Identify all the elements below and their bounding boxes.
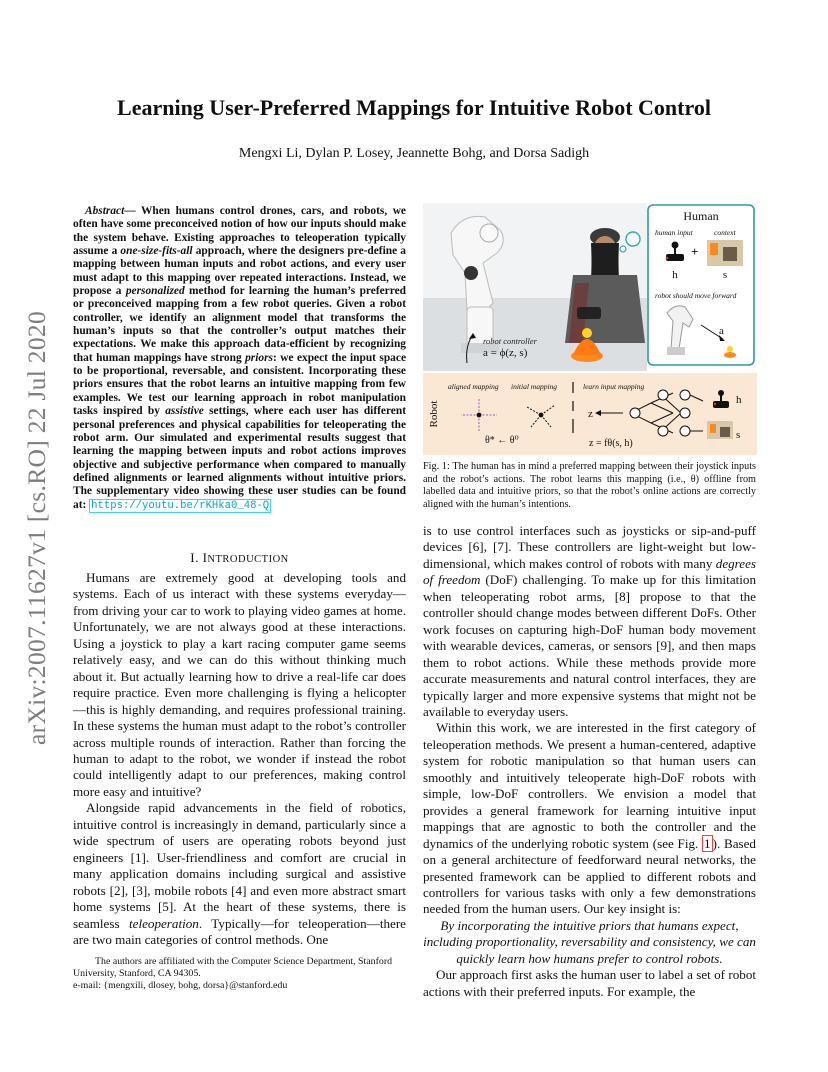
svg-text:learn input mapping: learn input mapping: [583, 382, 645, 391]
svg-text:s: s: [722, 269, 728, 281]
svg-text:initial mapping: initial mapping: [511, 382, 558, 391]
svg-text:robot should move forward: robot should move forward: [655, 291, 737, 300]
paragraph: Within this work, we are interested in the first category of teleoperation methods. We present a human-centered, adaptive system for robotic manipulation so that human users can smoothly and intuitively teleoperate high-DoF robots with simple, low-DoF controllers. We envision a model that provides a general framework for learning intuitive input mappings that are agnostic to both the controller and the dynamics of the underlying robotic system (see Fig. 1 ). Based on a general architecture of feedforward neural networks, the presented framework can be applied to different robots and controllers for various tasks with only a few demonstrations needed from the human users. Our key insight is:: [423, 720, 756, 917]
key-insight: By incorporating the intuitive priors that humans expect, including proportionality, reversability and consistency, we can quickly learn how humans prefer to control robots.: [423, 917, 756, 966]
abstract: Abstract— When humans control drones, cars, and robots, we often have some preconceived notion of how our inputs should make the system behave. Existing approaches to teleoperation typically assume a one-size-fits-all approach, where the designers pre-define a mapping between human inputs and robot actions, and every user must adapt to this mapping over repeated interactions. Instead, we propose a personalized method for learning the human’s preferred or preconceived mapping from a few robot queries. Given a robot controller, we identify an alignment model that transforms the human’s inputs so that the controller’s output matches their expectations. We make this approach data-efficient by recognizing that human mappings have strong priors: we expect the input space to be proportional, reversable, and consistent. Incorporating these priors ensures that the robot learns an intuitive mapping from few examples. We test our learning approach in robot manipulation tasks inspired by assistive settings, where each user has different personal preferences and physical capabilities for teleoperating the robot arm. Our simulated and experimental results suggest that learning the mapping between inputs and robot actions improves objective and subjective performance when compared to manually defined alignments or learned alignments without intuitive priors. The supplementary video showing these user studies can be found at: https://youtu.be/rKHka0_48-Q: [73, 205, 406, 512]
intro-left-column: [73, 570, 406, 948]
paragraph: is to use control interfaces such as joysticks or sip-and-puff devices [6], [7]. These controllers are light-weight but low-dimensional, which makes control of robots with many degrees of freedom (DoF) challenging. To make up for this limitation when teleoperating robot arms, [8] propose to that the controller should change modes between different DoFs. Other work focuses on capturing high-DoF human body movement with wearable devices, cameras, or sensors [9], and then maps them to robot actions. While these methods provide more accurate measurements and natural control interfaces, they are typically larger and more expensive systems that might not be available to everyday users.: [423, 523, 756, 719]
context-photo-icon: [707, 240, 743, 266]
svg-text:context: context: [714, 228, 736, 237]
video-link[interactable]: https://youtu.be/rKHka0_48-Q: [91, 499, 270, 512]
paper-title: Learning User-Preferred Mappings for Intuitive Robot Control: [117, 95, 711, 120]
svg-text:+: +: [691, 244, 699, 259]
controller-equation: a = ϕ(z, s): [483, 347, 528, 359]
robot-panel-label: Robot: [428, 400, 440, 428]
figure-caption: Fig. 1: The human has in mind a preferred mapping between their joystick inputs and the robot’s actions. The robot learns this mapping (i.e., θ) offline from labelled data and intuitive priors, so that the robot’s online actions are correctly aligned with the human’s intentions.: [423, 461, 756, 510]
paragraph: Alongside rapid advancements in the field of robotics, intuitive control is increasingly in demand, particularly since a wide spectrum of users are operating robots beyond just engineers [1]. User-friendliness and comfort are crucial in many application domains including surgical and assistive robots [2], [3], mobile robots [4] and even more abstract smart home systems [5]. At the heart of these systems, there is seamless teleoperation. Typically—for teleoperation—there are two main categories of control methods. One: [73, 800, 406, 947]
svg-text:human input: human input: [655, 228, 693, 237]
robot-controller-label: robot controller: [483, 336, 537, 346]
mapping-equation: z = fθ(s, h): [589, 438, 633, 449]
human-panel-title: Human: [683, 209, 719, 223]
svg-text:a: a: [719, 325, 724, 337]
paragraph: Our approach first asks the human user to label a set of robot actions with their preferred inputs. For example, the: [423, 967, 756, 999]
figure-reference-link[interactable]: 1: [704, 835, 711, 851]
context-photo-icon: [707, 421, 733, 439]
intro-right-column: [423, 523, 756, 1000]
svg-text:h: h: [736, 394, 742, 406]
author-list: Mengxi Li, Dylan P. Losey, Jeannette Bohg, and Dorsa Sadigh: [238, 146, 590, 161]
robot-photo: [423, 203, 647, 371]
paragraph: Humans are extremely good at developing tools and systems. Each of us interact with these systems everyday—from driving your car to work to playing video games at home. Unfortunately, we are not always good at these interactions. Using a joystick to play a kart racing computer game seems relatively easy, and we can do this without thinking much about it. But actually learning how to drive a real-life car does require practice. Even more challenging is flying a helicopter—this is highly demanding, and requires professional training. In these systems the human must adapt to the robot’s controller across multiple rounds of interaction. Rather than forcing the human to adapt to the robot, we wonder if instead the robot could intelligently adapt to our preferences, making control more easy and intuitive?: [73, 570, 406, 799]
svg-text:h: h: [672, 269, 678, 281]
arxiv-stamp: arXiv:2007.11627v1 [cs.RO] 22 Jul 2020: [22, 310, 51, 745]
figure-1: [423, 203, 757, 455]
human-panel: [648, 205, 754, 365]
footnote: The authors are affiliated with the Computer Science Department, Stanford University, Stanford, CA 94305. e-mail: {mengxili, dlosey, bohg, dorsa}@stanford.edu: [73, 956, 393, 992]
svg-text:s: s: [736, 429, 741, 441]
section-heading: I. INTRODUCTION: [190, 550, 289, 565]
abstract-label: Abstract: [85, 205, 125, 217]
robot-panel: [423, 373, 757, 455]
theta-update: θ* ← θ⁰: [485, 435, 519, 446]
svg-text:z: z: [588, 408, 593, 420]
svg-text:aligned mapping: aligned mapping: [448, 382, 499, 391]
